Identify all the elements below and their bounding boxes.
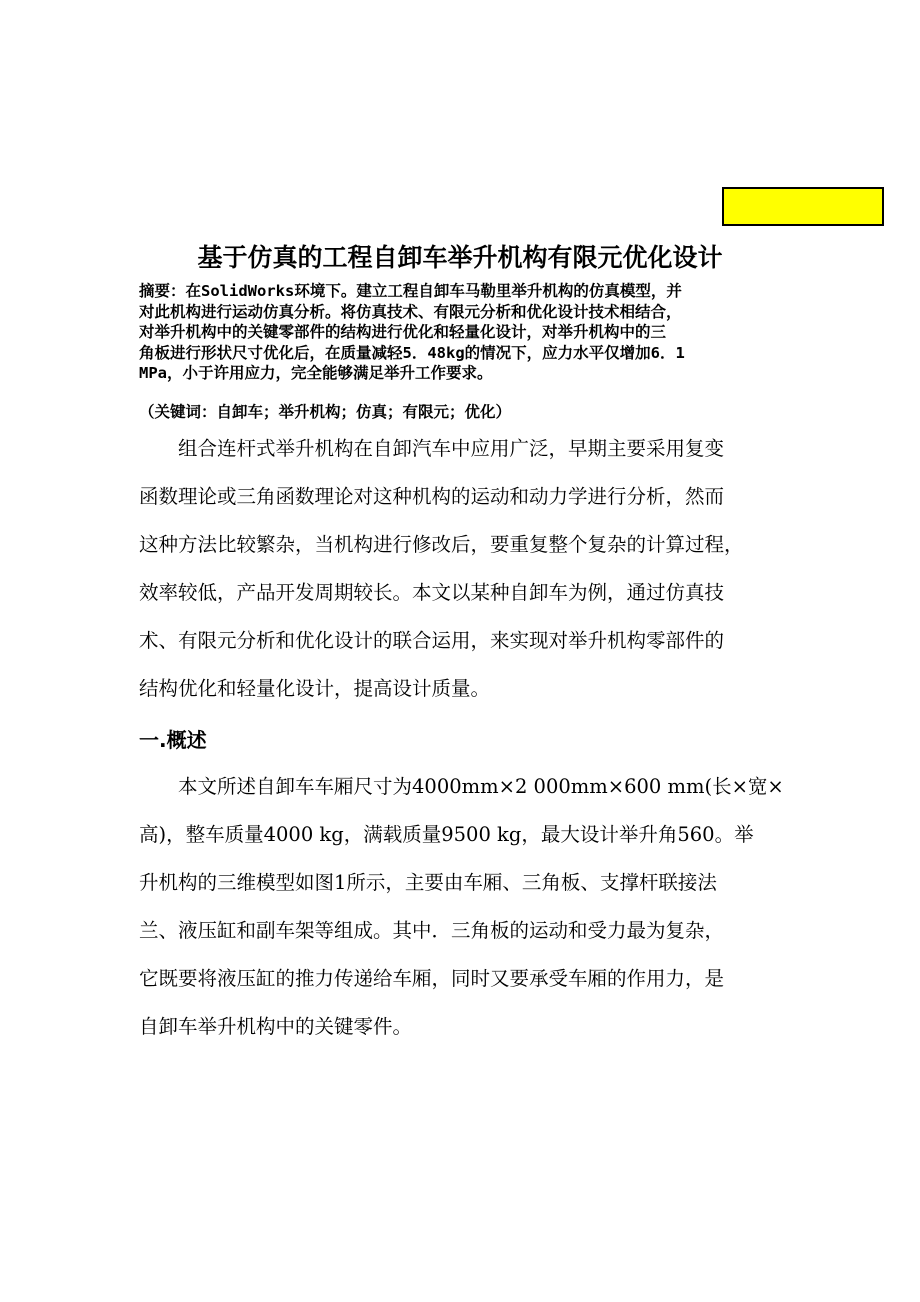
- paragraph-line: 效率较低，产品开发周期较长。本文以某种自卸车为例，通过仿真技: [139, 581, 725, 604]
- intro-paragraph: [139, 425, 789, 713]
- document-title: 基于仿真的工程自卸车举升机构有限元优化设计: [197, 243, 723, 272]
- paragraph-line: 函数理论或三角函数理论对这种机构的运动和动力学进行分析，然而: [139, 485, 725, 508]
- abstract-line: MPa，小于许用应力，完全能够满足举升工作要求。: [139, 364, 493, 382]
- abstract-line: 对举升机构中的关键零部件的结构进行优化和轻量化设计，对举升机构中的三: [139, 323, 667, 341]
- yellow-highlight-box: [722, 187, 884, 226]
- abstract-line: 角板进行形状尺寸优化后，在质量减轻5．48kg的情况下，应力水平仅增加6．1: [139, 343, 685, 362]
- paragraph-line: 结构优化和轻量化设计，提高设计质量。: [139, 677, 491, 700]
- section-paragraph: [139, 763, 789, 1051]
- abstract-line: 摘要：在SolidWorks环境下。建立工程自卸车马勒里举升机构的仿真模型，并: [139, 282, 682, 300]
- paragraph-line: 兰、液压缸和副车架等组成。其中．三角板的运动和受力最为复杂，: [139, 919, 725, 942]
- section-heading: 一.概述: [139, 728, 207, 752]
- paragraph-line: 它既要将液压缸的推力传递给车厢，同时又要承受车厢的作用力，是: [139, 967, 725, 990]
- paragraph-line: 高)，整车质量4000 kg，满载质量9500 kg，最大设计举升角560。举: [139, 823, 754, 846]
- paragraph-line: 这种方法比较繁杂，当机构进行修改后，要重复整个复杂的计算过程，: [139, 533, 744, 556]
- paragraph-line: 术、有限元分析和优化设计的联合运用，来实现对举升机构零部件的: [139, 629, 725, 652]
- paragraph-line: 自卸车举升机构中的关键零件。: [139, 1015, 413, 1038]
- paragraph-line: 本文所述自卸车车厢尺寸为4000mm×2 000mm×600 mm(长×宽×: [139, 775, 784, 798]
- paragraph-line: 升机构的三维模型如图1所示，主要由车厢、三角板、支撑杆联接法: [139, 871, 717, 894]
- keywords: （关键词：自卸车；举升机构；仿真；有限元；优化）: [139, 403, 512, 421]
- abstract: [139, 281, 789, 384]
- abstract-line: 对此机构进行运动仿真分析。将仿真技术、有限元分析和优化设计技术相结合，: [139, 302, 682, 321]
- paragraph-line: 组合连杆式举升机构在自卸汽车中应用广泛，早期主要采用复变: [139, 437, 725, 460]
